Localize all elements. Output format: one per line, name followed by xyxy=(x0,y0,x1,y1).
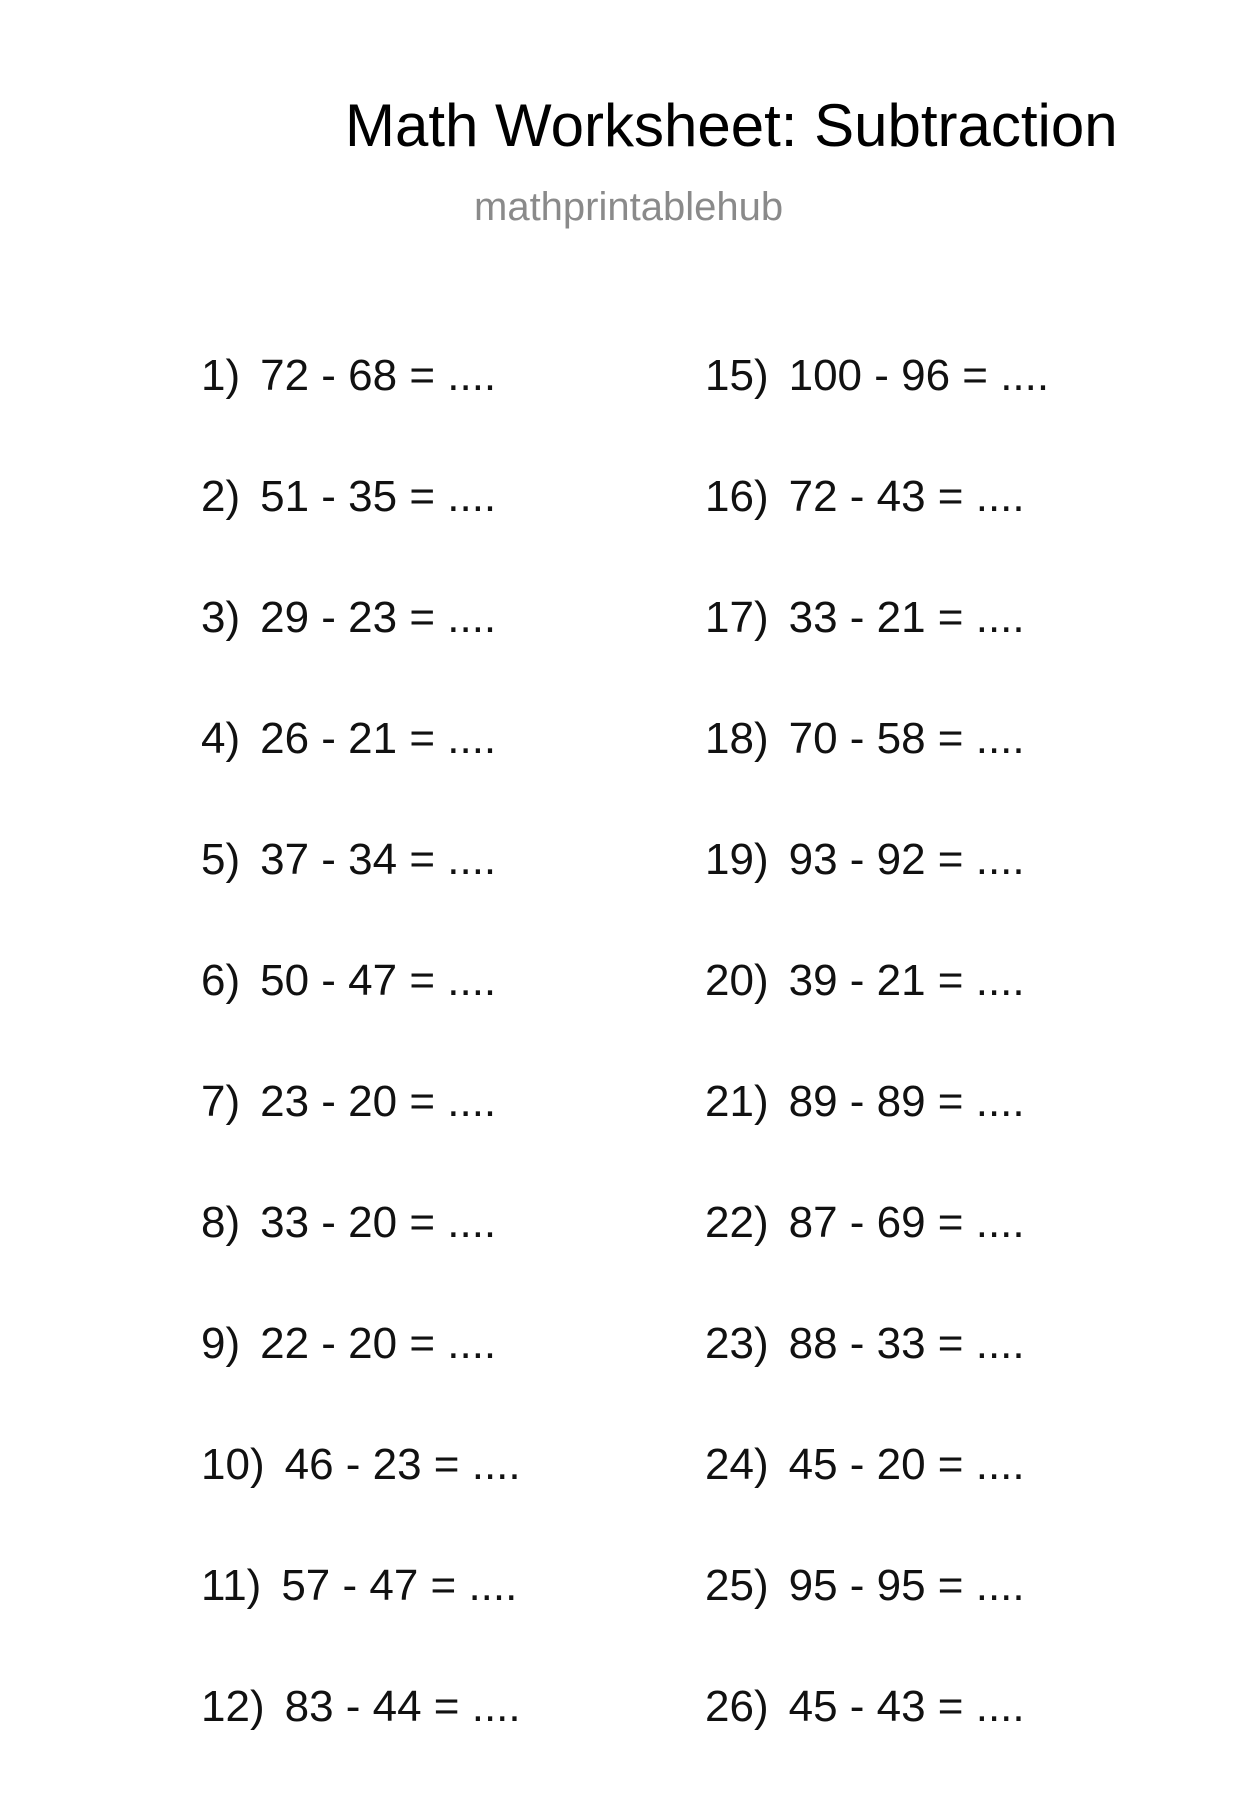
problem-number: 7) xyxy=(201,1077,241,1126)
worksheet-title: Math Worksheet: Subtraction xyxy=(345,92,1118,159)
problem-item xyxy=(201,956,521,1080)
problem-expression: 45 - 20 = .... xyxy=(788,1440,1025,1489)
problem-number: 15) xyxy=(705,351,769,400)
problem-number: 26) xyxy=(705,1682,769,1731)
problem-number: 24) xyxy=(705,1440,769,1489)
problem-expression: 95 - 95 = .... xyxy=(788,1561,1025,1610)
problem-item xyxy=(201,593,521,717)
problem-item xyxy=(705,593,1049,717)
problem-number: 18) xyxy=(705,714,769,763)
problem-expression: 83 - 44 = .... xyxy=(284,1682,521,1731)
problem-expression: 39 - 21 = .... xyxy=(788,956,1025,1005)
problem-expression: 45 - 43 = .... xyxy=(788,1682,1025,1731)
problem-expression: 72 - 43 = .... xyxy=(788,472,1025,521)
problem-expression: 100 - 96 = .... xyxy=(788,351,1050,400)
problem-number: 22) xyxy=(705,1198,769,1247)
problem-expression: 51 - 35 = .... xyxy=(260,472,497,521)
problem-item xyxy=(201,351,521,475)
problem-number: 25) xyxy=(705,1561,769,1610)
problem-expression: 23 - 20 = .... xyxy=(260,1077,497,1126)
problem-item xyxy=(705,1319,1049,1443)
problem-item xyxy=(705,956,1049,1080)
problem-item xyxy=(201,1682,521,1806)
problem-number: 1) xyxy=(201,351,241,400)
problem-item xyxy=(201,1198,521,1322)
problem-expression: 50 - 47 = .... xyxy=(260,956,497,1005)
problem-item xyxy=(705,835,1049,959)
problem-number: 5) xyxy=(201,835,241,884)
problem-expression: 33 - 20 = .... xyxy=(260,1198,497,1247)
problem-number: 12) xyxy=(201,1682,265,1731)
problem-number: 6) xyxy=(201,956,241,1005)
problem-expression: 89 - 89 = .... xyxy=(788,1077,1025,1126)
problem-expression: 57 - 47 = .... xyxy=(281,1561,518,1610)
problem-item xyxy=(705,351,1050,475)
problem-column-right xyxy=(705,351,1050,1806)
problem-expression: 26 - 21 = .... xyxy=(260,714,497,763)
problem-number: 4) xyxy=(201,714,241,763)
problem-number: 20) xyxy=(705,956,769,1005)
problem-expression: 72 - 68 = .... xyxy=(260,351,497,400)
problem-item xyxy=(201,472,521,596)
problem-number: 2) xyxy=(201,472,241,521)
problem-item xyxy=(201,1561,521,1685)
problem-number: 11) xyxy=(201,1561,262,1610)
problem-expression: 33 - 21 = .... xyxy=(788,593,1025,642)
problem-item xyxy=(201,1077,521,1201)
problem-item xyxy=(705,1077,1049,1201)
worksheet-subtitle: mathprintablehub xyxy=(474,185,784,229)
problem-column-left xyxy=(201,351,521,1806)
problem-number: 21) xyxy=(705,1077,769,1126)
problem-expression: 87 - 69 = .... xyxy=(788,1198,1025,1247)
problem-item xyxy=(201,1440,521,1564)
problem-expression: 37 - 34 = .... xyxy=(260,835,497,884)
problem-number: 10) xyxy=(201,1440,265,1489)
problem-item xyxy=(705,1682,1049,1806)
problem-number: 16) xyxy=(705,472,769,521)
problem-item xyxy=(201,1319,521,1443)
problem-expression: 29 - 23 = .... xyxy=(260,593,497,642)
problem-number: 17) xyxy=(705,593,769,642)
problem-number: 3) xyxy=(201,593,241,642)
problem-number: 9) xyxy=(201,1319,241,1368)
problem-item xyxy=(705,1440,1049,1564)
problem-item xyxy=(705,1561,1049,1685)
problem-expression: 88 - 33 = .... xyxy=(788,1319,1025,1368)
problem-expression: 70 - 58 = .... xyxy=(788,714,1025,763)
problem-number: 23) xyxy=(705,1319,769,1368)
problem-item xyxy=(705,714,1049,838)
problem-item xyxy=(705,1198,1049,1322)
problem-item xyxy=(201,714,521,838)
problem-expression: 93 - 92 = .... xyxy=(788,835,1025,884)
problem-item xyxy=(201,835,521,959)
problem-number: 8) xyxy=(201,1198,241,1247)
problem-item xyxy=(705,472,1049,596)
problem-expression: 22 - 20 = .... xyxy=(260,1319,497,1368)
problem-expression: 46 - 23 = .... xyxy=(284,1440,521,1489)
problem-number: 19) xyxy=(705,835,769,884)
